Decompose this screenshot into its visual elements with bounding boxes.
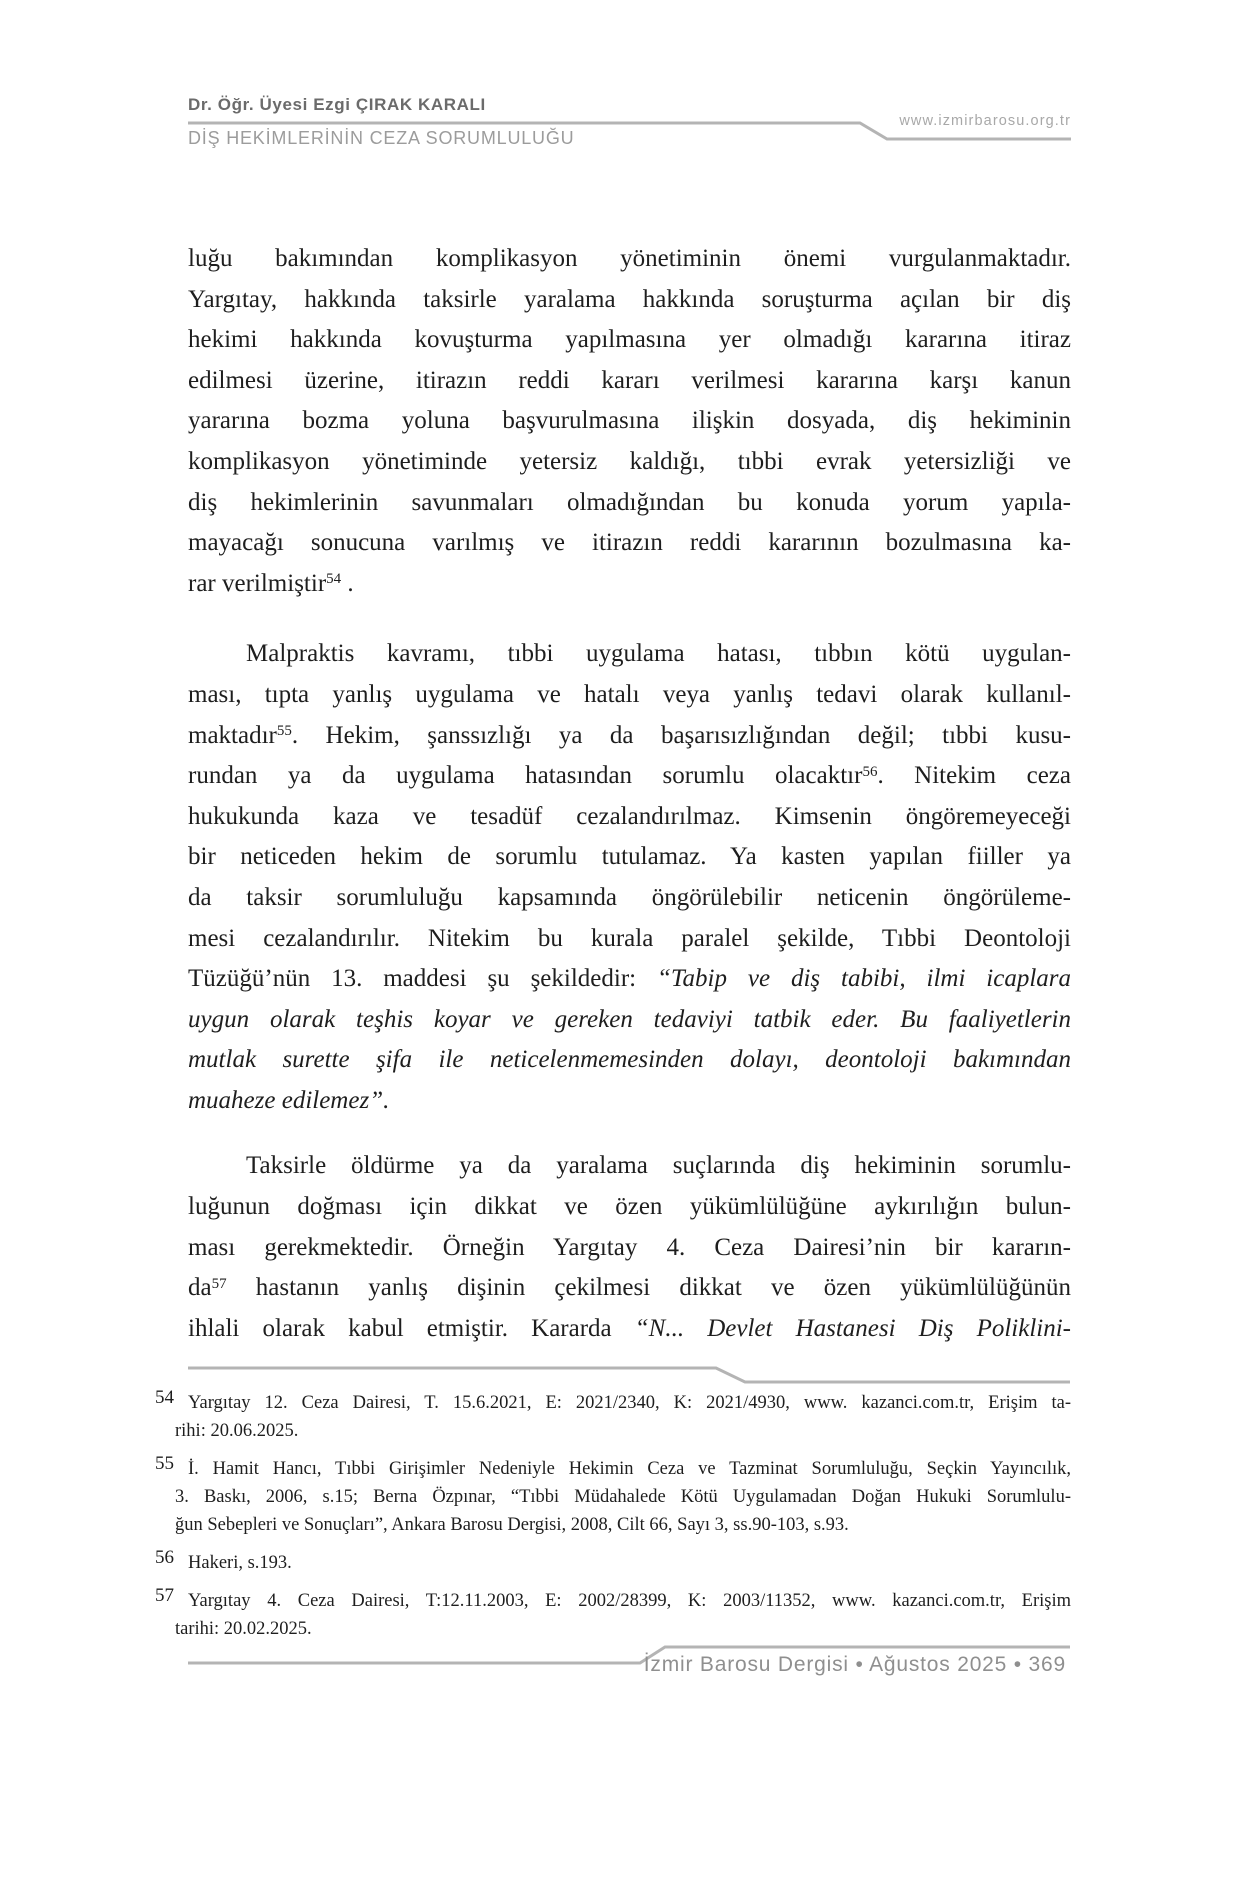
text-line bbox=[188, 1309, 1071, 1350]
text-line bbox=[188, 1081, 1071, 1122]
text-segment: . Nitekim ceza bbox=[877, 762, 1071, 790]
text-segment: uygun olarak teşhis koyar ve gereken tedaviyi tatbik eder. Bu faaliyetlerin bbox=[188, 1005, 1071, 1033]
text-line bbox=[188, 280, 1071, 321]
text-segment: Malpraktis kavramı, tıbbi uygulama hatası, tıbbın kötü uygulan- bbox=[246, 640, 1071, 668]
text-segment: edilmesi üzerine, itirazın reddi kararı verilmesi kararına karşı kanun bbox=[188, 366, 1071, 394]
text-line bbox=[188, 564, 1071, 605]
text-line bbox=[188, 1187, 1071, 1228]
text-segment: Taksirle öldürme ya da yaralama suçlarında diş hekiminin sorumlu- bbox=[246, 1152, 1071, 1180]
header-article-title: DİŞ HEKİMLERİNİN CEZA SORUMLULUĞU bbox=[188, 128, 575, 148]
text-segment: “N... Devlet Hastanesi Diş Poliklini- bbox=[634, 1314, 1071, 1342]
text-segment: mayacağı sonucuna varılmış ve itirazın reddi kararının bozulmasına ka- bbox=[188, 529, 1071, 557]
text-segment: yararına bozma yoluna başvurulmasına ilişkin dosyada, diş hekiminin bbox=[188, 407, 1071, 435]
text-line bbox=[188, 239, 1071, 280]
text-segment: luğunun doğması için dikkat ve özen yükümlülüğüne aykırılığın bulun- bbox=[188, 1193, 1071, 1221]
text-segment: hukukunda kaza ve tesadüf cezalandırılmaz. Kimsenin öngöremeyeceği bbox=[188, 802, 1071, 830]
body-text bbox=[188, 239, 1071, 1349]
text-segment: hekimi hakkında kovuşturma yapılmasına yer olmadığı kararına itiraz bbox=[188, 326, 1071, 354]
footnote-number: 56 bbox=[155, 1547, 174, 1568]
text-segment: mutlak surette şifa ile neticelenmemesinden dolayı, deontoloji bakımından bbox=[188, 1046, 1071, 1074]
text-line bbox=[188, 523, 1071, 564]
footnote-line: 3. Baskı, 2006, s.15; Berna Özpınar, “Tıbbi Müdahalede Kötü Uygulamadan Doğan Hukuki Sorumlulu- bbox=[175, 1487, 1071, 1507]
text-line bbox=[188, 401, 1071, 442]
text-line bbox=[188, 756, 1071, 797]
text-line bbox=[188, 1228, 1071, 1269]
text-line bbox=[188, 442, 1071, 483]
footnote-line: tarihi: 20.02.2025. bbox=[175, 1619, 312, 1639]
text-segment: mesi cezalandırılır. Nitekim bu kurala paralel şekilde, Tıbbi Deontoloji bbox=[188, 924, 1071, 952]
text-line bbox=[188, 878, 1071, 919]
text-segment: Yargıtay, hakkında taksirle yaralama hakkında soruşturma açılan bir diş bbox=[188, 285, 1071, 313]
text-segment: ması gerekmektedir. Örneğin Yargıtay 4. Ceza Dairesi’nin bir kararın- bbox=[188, 1233, 1071, 1261]
text-segment: ihlali olarak kabul etmiştir. Kararda bbox=[188, 1314, 635, 1342]
text-line bbox=[188, 919, 1071, 960]
text-line bbox=[188, 837, 1071, 878]
text-segment: da taksir sorumluluğu kapsamında öngörülebilir neticenin öngörüleme- bbox=[188, 883, 1071, 911]
text-segment: Tüzüğü’nün 13. maddesi şu şekildedir: bbox=[188, 965, 657, 993]
text-segment: . bbox=[341, 569, 354, 597]
text-segment: ması, tıpta yanlış uygulama ve hatalı veya yanlış tedavi olarak kullanıl- bbox=[188, 680, 1071, 708]
footnote-57 bbox=[155, 1587, 1071, 1643]
text-segment: rar verilmiştir bbox=[188, 569, 327, 597]
footnote-number: 55 bbox=[155, 1453, 174, 1474]
text-segment: luğu bakımından komplikasyon yönetiminin önemi vurgulanmaktadır. bbox=[188, 245, 1071, 272]
text-line bbox=[188, 1040, 1071, 1081]
text-line bbox=[188, 1268, 1071, 1309]
footnote-line: Yargıtay 4. Ceza Dairesi, T:12.11.2003, E: 2002/28399, K: 2003/11352, www. kazanci.com.tr, Erişim bbox=[188, 1591, 1071, 1611]
text-line bbox=[188, 797, 1071, 838]
footnote-ref: 55 bbox=[276, 723, 292, 740]
footnote-ref: 54 bbox=[326, 571, 342, 588]
footnote-56 bbox=[155, 1549, 1071, 1577]
paragraph bbox=[188, 239, 1071, 604]
text-segment: diş hekimlerinin savunmaları olmadığından bu konuda yorum yapıla- bbox=[188, 488, 1071, 516]
footnote-number: 54 bbox=[155, 1387, 174, 1408]
text-line bbox=[188, 483, 1071, 524]
text-segment: rundan ya da uygulama hatasından sorumlu olacaktır bbox=[188, 762, 863, 790]
footnotes bbox=[155, 1389, 1071, 1653]
text-line bbox=[188, 959, 1071, 1000]
text-segment: hastanın yanlış dişinin çekilmesi dikkat ve özen yükümlülüğünün bbox=[226, 1274, 1071, 1302]
footnote-55 bbox=[155, 1455, 1071, 1539]
footnote-line: Hakeri, s.193. bbox=[188, 1553, 292, 1573]
text-line bbox=[188, 634, 1071, 675]
paragraph bbox=[188, 634, 1071, 1121]
footnote-ref: 56 bbox=[862, 763, 878, 780]
footnote-line: rihi: 20.06.2025. bbox=[175, 1421, 299, 1441]
paragraph bbox=[188, 1146, 1071, 1349]
footnote-line: ğun Sebepleri ve Sonuçları”, Ankara Barosu Dergisi, 2008, Cilt 66, Sayı 3, ss.90-103, s.93. bbox=[175, 1515, 849, 1535]
text-segment: bir neticeden hekim de sorumlu tutulamaz. Ya kasten yapılan fiiller ya bbox=[188, 843, 1071, 871]
footer-journal-info: İzmir Barosu Dergisi • Ağustos 2025 • 369 bbox=[643, 1653, 1066, 1676]
text-line bbox=[188, 675, 1071, 716]
text-segment: komplikasyon yönetiminde yetersiz kaldığı, tıbbi evrak yetersizliği ve bbox=[188, 447, 1071, 475]
footnote-ref: 57 bbox=[211, 1275, 227, 1292]
footnote-divider-polyline bbox=[188, 1368, 1070, 1382]
text-segment: maktadır bbox=[188, 721, 277, 749]
text-line bbox=[188, 1000, 1071, 1041]
text-segment: muaheze edilemez”. bbox=[188, 1086, 390, 1114]
text-segment: da bbox=[188, 1274, 212, 1302]
footnote-54 bbox=[155, 1389, 1071, 1445]
text-line bbox=[188, 361, 1071, 402]
header-website-label: www.izmirbarosu.org.tr bbox=[899, 113, 1071, 129]
text-line bbox=[188, 320, 1071, 361]
footnote-line: İ. Hamit Hancı, Tıbbi Girişimler Nedeniyle Hekimin Ceza ve Tazminat Sorumluluğu, Seçkin Yayıncılık, bbox=[188, 1459, 1071, 1479]
text-line bbox=[188, 1146, 1071, 1187]
text-segment: . Hekim, şanssızlığı ya da başarısızlığından değil; tıbbi kusu- bbox=[291, 721, 1071, 749]
footnote-line: Yargıtay 12. Ceza Dairesi, T. 15.6.2021, E: 2021/2340, K: 2021/4930, www. kazanci.com.tr, Erişim ta- bbox=[188, 1393, 1071, 1413]
footnote-number: 57 bbox=[155, 1585, 174, 1606]
text-segment: “Tabip ve diş tabibi, ilmi icaplara bbox=[657, 965, 1071, 993]
footnote-divider-line bbox=[188, 1366, 1071, 1386]
header-author: Dr. Öğr. Üyesi Ezgi ÇIRAK KARALI bbox=[188, 95, 486, 114]
text-line bbox=[188, 716, 1071, 757]
